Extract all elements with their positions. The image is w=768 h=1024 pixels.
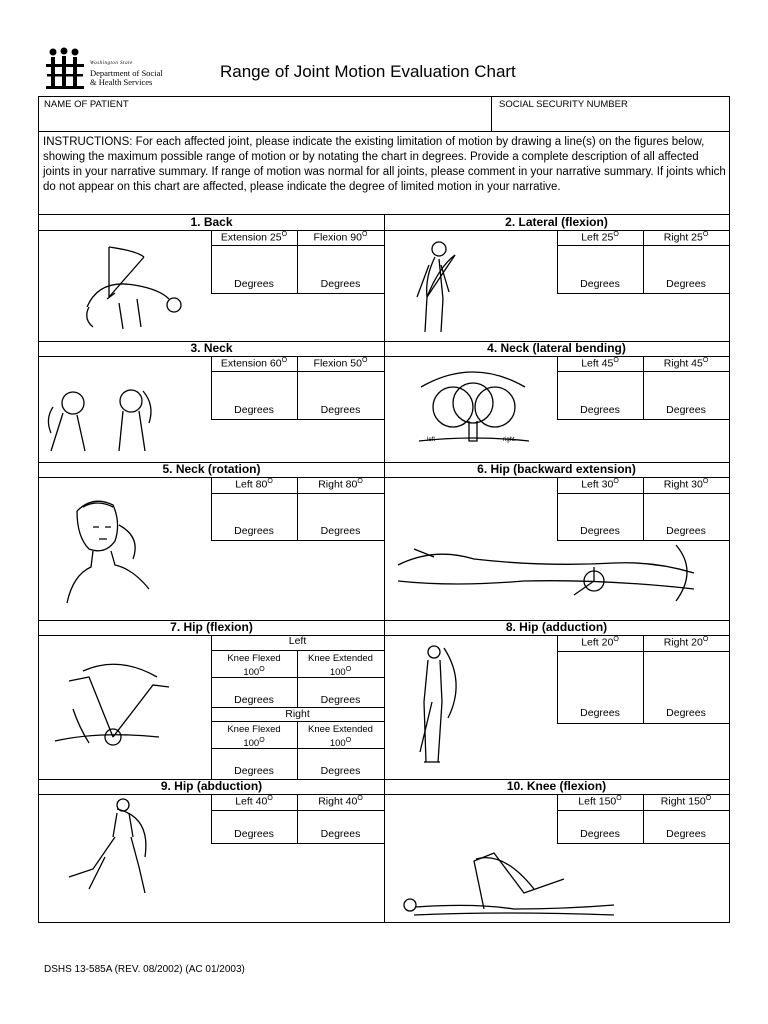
- evaluation-form: NAME OF PATIENT SOCIAL SECURITY NUMBER INSTRUCTIONS: For each affected joint, please indicate the existing limitation of motion by drawing a line(s) on the figures below, showing the maximum possible range of motion or by notating the chart in degrees. Provide a complete description of all affected joints in your narrative summary. If range of motion was normal for all joints, please comment in your narrative summary. If joints which do not appear on this chart are affected, please indicate the degree of limited motion in your narrative. 1. Back 2. Lateral (flexion) Extension $25^O$ Flexion $90^O$ Degrees Degrees Left $25^O$ Right $25^O$ Degrees Degrees 3. Neck 4. Neck (lateral bending) Extension $60^O$ Flexion $50^O$ Degrees Degrees Left $45^O$ Right $45^O$ Degrees Degrees left right 5. Neck (rotation) 6. Hip (backward extension) Left $80^O$ Right $80^O$ Degrees Degrees Left $30^O$ Right $30^O$ Degrees Degrees 7. Hip (flexion) 8. Hip (adduction) Left Knee Flexed $100^O$ Knee Extended $100^O$ Degrees Degrees Right Knee Flexed $100^O$ Knee Extended $100^O$ Degrees Degrees Left $20^O$ Right $20^O$ Degrees Degrees 9. Hip (abduction) 10. Knee (flexion) Left $40^O$ Right $40^O$ Degrees Degrees Left $150^O$ Right $150^O$ Degrees Degrees: [38, 96, 730, 923]
- neck-figure-icon: [43, 381, 161, 456]
- hip-adduction-left-label: Left 20: [581, 636, 614, 649]
- neck-rotation-right-degrees[interactable]: Degrees: [320, 525, 361, 537]
- hip-abduction-right-degrees[interactable]: Degrees: [320, 828, 361, 840]
- neck-lateral-right-label: Right 45: [663, 357, 703, 370]
- lateral-left-label: Left 25: [581, 231, 614, 244]
- neck-lateral-left-degrees[interactable]: Degrees: [580, 404, 620, 416]
- right-knee-extended-label: Knee Extended: [308, 724, 373, 735]
- hip-abduction-right-label: Right 40: [318, 795, 358, 808]
- left-knee-flexed-label: Knee Flexed: [227, 653, 281, 664]
- left-knee-extended-label: Knee Extended: [308, 653, 373, 664]
- section-title-hip-abduction: 9. Hip (abduction): [160, 779, 263, 793]
- neck-lateral-figure-icon: [399, 361, 549, 457]
- neck-extension-degrees[interactable]: Degrees: [234, 404, 274, 416]
- section-title-neck: 3. Neck: [190, 341, 233, 355]
- neck-rotation-figure-icon: [63, 493, 153, 615]
- left-knee-extended-degrees[interactable]: Degrees: [320, 694, 361, 706]
- hip-adduction-right-label: Right 20: [663, 636, 703, 649]
- knee-flexion-right-label: Right 150: [660, 795, 706, 808]
- neck-rotation-right-label: Right 80: [318, 478, 358, 491]
- hip-abduction-figure-icon: [59, 797, 169, 897]
- lateral-flexion-figure-icon: [399, 237, 479, 337]
- back-flexion-label: Flexion 90: [313, 231, 362, 244]
- back-flexion-degrees[interactable]: Degrees: [320, 278, 361, 290]
- section-title-neck-lateral-bending: 4. Neck (lateral bending): [487, 341, 626, 355]
- neck-lateral-right-degrees[interactable]: Degrees: [666, 404, 706, 416]
- hip-backward-left-label: Left 30: [581, 478, 614, 491]
- hip-backward-left-degrees[interactable]: Degrees: [580, 525, 620, 537]
- agency-state: Washington State: [90, 61, 133, 66]
- instructions-text: INSTRUCTIONS: For each affected joint, please indicate the existing limitation of motion by drawing a line(s) on the figures below, showing the maximum possible range of motion or by notating the chart in degrees. Provide a complete description of all affected joints in your narrative summary. If range of motion was normal for all joints, please comment in your narrative summary. If joints which do not appear on this chart are affected, please indicate the degree of limited motion in your narrative.: [43, 136, 726, 193]
- neck-extension-label: Extension 60: [220, 357, 282, 370]
- hip-flexion-left-label: Left: [288, 635, 307, 647]
- lateral-right-degrees[interactable]: Degrees: [666, 278, 706, 290]
- knee-flexion-left-degrees[interactable]: Degrees: [580, 828, 620, 840]
- right-knee-flexed-degrees[interactable]: Degrees: [234, 765, 274, 777]
- patient-name-label: NAME OF PATIENT: [44, 99, 129, 110]
- section-title-hip-adduction: 8. Hip (adduction): [505, 620, 608, 634]
- back-extension-degrees[interactable]: Degrees: [234, 278, 274, 290]
- right-knee-flexed-label: Knee Flexed: [227, 724, 281, 735]
- back-extension-label: Extension 25: [220, 231, 282, 244]
- hip-backward-figure-icon: [394, 537, 724, 617]
- lateral-right-label: Right 25: [663, 231, 703, 244]
- hip-adduction-left-degrees[interactable]: Degrees: [580, 707, 620, 719]
- fig-left-label: left: [427, 437, 436, 443]
- ssn-label: SOCIAL SECURITY NUMBER: [499, 99, 628, 110]
- right-knee-extended-degrees[interactable]: Degrees: [320, 765, 361, 777]
- neck-flexion-label: Flexion 50: [313, 357, 362, 370]
- section-title-knee-flexion: 10. Knee (flexion): [506, 779, 607, 793]
- section-title-lateral-flexion: 2. Lateral (flexion): [505, 215, 608, 229]
- neck-lateral-left-label: Left 45: [581, 357, 614, 370]
- agency-line-2: & Health Services: [90, 77, 153, 87]
- neck-rotation-left-label: Left 80: [235, 478, 268, 491]
- hip-flexion-right-label: Right: [285, 708, 310, 720]
- hip-adduction-figure-icon: [404, 642, 474, 772]
- hip-abduction-left-degrees[interactable]: Degrees: [234, 828, 274, 840]
- form-number-footer: DSHS 13-585A (REV. 08/2002) (AC 01/2003): [44, 964, 245, 975]
- hip-backward-right-label: Right 30: [663, 478, 703, 491]
- section-title-neck-rotation: 5. Neck (rotation): [162, 462, 261, 476]
- hip-abduction-left-label: Left 40: [235, 795, 268, 808]
- section-title-back: 1. Back: [190, 215, 233, 229]
- fig-right-label: right: [503, 437, 515, 443]
- back-figure-icon: [59, 237, 189, 337]
- knee-flexion-left-label: Left 150: [578, 795, 617, 808]
- agency-line-1: Department of Social: [90, 67, 163, 78]
- hip-adduction-right-degrees[interactable]: Degrees: [666, 707, 706, 719]
- lateral-left-degrees[interactable]: Degrees: [580, 278, 620, 290]
- agency-name: [90, 59, 163, 88]
- knee-flexion-right-degrees[interactable]: Degrees: [666, 828, 706, 840]
- left-knee-flexed-degrees[interactable]: Degrees: [234, 694, 274, 706]
- neck-flexion-degrees[interactable]: Degrees: [320, 404, 361, 416]
- hip-flexion-figure-icon: [49, 657, 174, 757]
- section-title-hip-backward-extension: 6. Hip (backward extension): [477, 462, 636, 476]
- neck-rotation-left-degrees[interactable]: Degrees: [234, 525, 274, 537]
- knee-flexion-figure-icon: [394, 849, 624, 921]
- section-title-hip-flexion: 7. Hip (flexion): [170, 620, 253, 634]
- hip-backward-right-degrees[interactable]: Degrees: [666, 525, 706, 537]
- page-title: Range of Joint Motion Evaluation Chart: [220, 62, 516, 81]
